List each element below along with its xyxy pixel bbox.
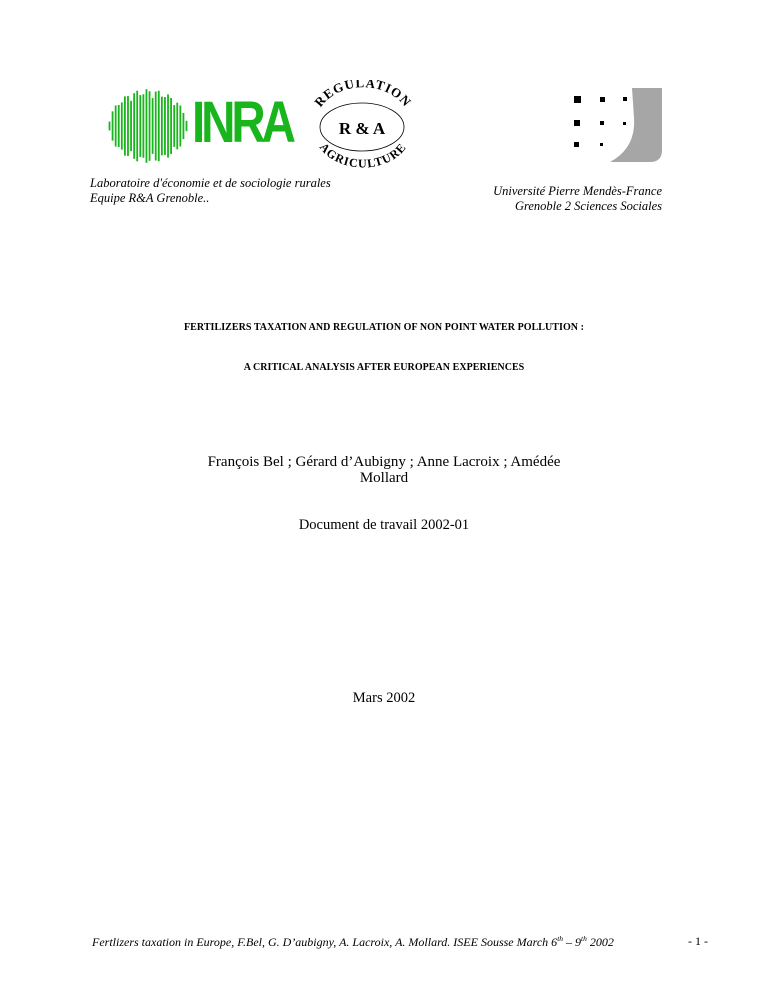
inra-wave-bar — [133, 93, 135, 159]
inra-wordmark: INRA — [192, 90, 292, 155]
page-footer — [92, 934, 614, 950]
lab-affiliation — [90, 176, 331, 206]
university-logo-grey-shape — [610, 88, 662, 162]
university-affiliation-line1: Université Pierre Mendès-France — [493, 184, 662, 198]
inra-wave-bar — [164, 97, 166, 155]
inra-wave-bar — [130, 101, 132, 151]
ra-bottom-arc-text: AGRICULTURE — [316, 140, 410, 170]
ra-regulation-agriculture-badge — [300, 80, 424, 170]
inra-wave-bar — [139, 95, 141, 157]
paper-title-line1: FERTILIZERS TAXATION AND REGULATION OF NON POINT WATER POLLUTION : — [184, 322, 584, 333]
inra-wave-bar — [155, 92, 157, 161]
inra-wave-bar — [109, 122, 111, 131]
inra-wave-emblem — [108, 88, 188, 164]
inra-wave-bar — [127, 96, 129, 156]
page-number: - 1 - — [688, 934, 708, 948]
footer-year: 2002 — [586, 935, 614, 949]
inra-wave-bar — [112, 111, 114, 140]
university-logo-square — [600, 97, 605, 102]
inra-wave-bar — [115, 105, 117, 146]
inra-wave-bar — [176, 103, 178, 150]
university-logo-square — [623, 97, 627, 101]
publication-date: Mars 2002 — [352, 690, 416, 706]
inra-wave-bar — [161, 97, 163, 156]
paper-title-line2: A CRITICAL ANALYSIS AFTER EUROPEAN EXPERIENCES — [243, 362, 525, 373]
university-logo-square — [600, 121, 604, 125]
inra-wave-bar — [173, 105, 175, 147]
university-affiliation-line2: Grenoble 2 Sciences Sociales — [514, 199, 662, 213]
university-logo-square — [574, 142, 579, 147]
inra-wave-bar — [179, 106, 181, 147]
inra-wave-bar — [142, 94, 144, 158]
inra-wave-bar — [152, 98, 154, 154]
inra-wave-bar — [136, 91, 138, 162]
university-logo-square — [623, 122, 626, 125]
inra-wave-bar — [167, 94, 169, 157]
inra-wave-bar — [121, 102, 123, 149]
authors — [0, 454, 768, 486]
footer-dash: – 9 — [563, 935, 582, 949]
inra-wave-bar — [186, 121, 188, 131]
inra-logo — [104, 80, 424, 170]
inra-wave-bar — [146, 89, 148, 163]
document-label: Document de travail 2002-01 — [298, 517, 470, 533]
inra-wave-bar — [158, 91, 160, 162]
footer-sup-1: th — [557, 934, 564, 943]
footer-sup-2: th — [581, 934, 587, 943]
ra-top-arc-text: REGULATION — [311, 80, 415, 110]
university-logo-square — [574, 96, 581, 103]
inra-wave-bar — [183, 113, 185, 139]
authors-line1: François Bel ; Gérard d’Aubigny ; Anne Lacroix ; Amédée — [207, 454, 561, 470]
ra-center-text: R & A — [338, 119, 386, 138]
university-logo-square — [574, 120, 580, 126]
inra-wave-bar — [118, 105, 120, 147]
university-logo — [564, 88, 662, 162]
inra-wave-bar — [170, 98, 172, 154]
university-logo-square — [600, 143, 603, 146]
inra-wave-bar — [124, 96, 126, 155]
inra-wave-bar — [149, 91, 151, 161]
lab-affiliation-line2: Equipe R&A Grenoble.. — [90, 191, 210, 205]
footer-text: Fertlizers taxation in Europe, F.Bel, G. D’aubigny, A. Lacroix, A. Mollard. ISEE Sousse March 6 — [92, 935, 558, 949]
lab-affiliation-line1: Laboratoire d'économie et de sociologie rurales — [90, 176, 331, 190]
university-affiliation — [420, 184, 662, 214]
authors-line2: Mollard — [359, 470, 409, 486]
